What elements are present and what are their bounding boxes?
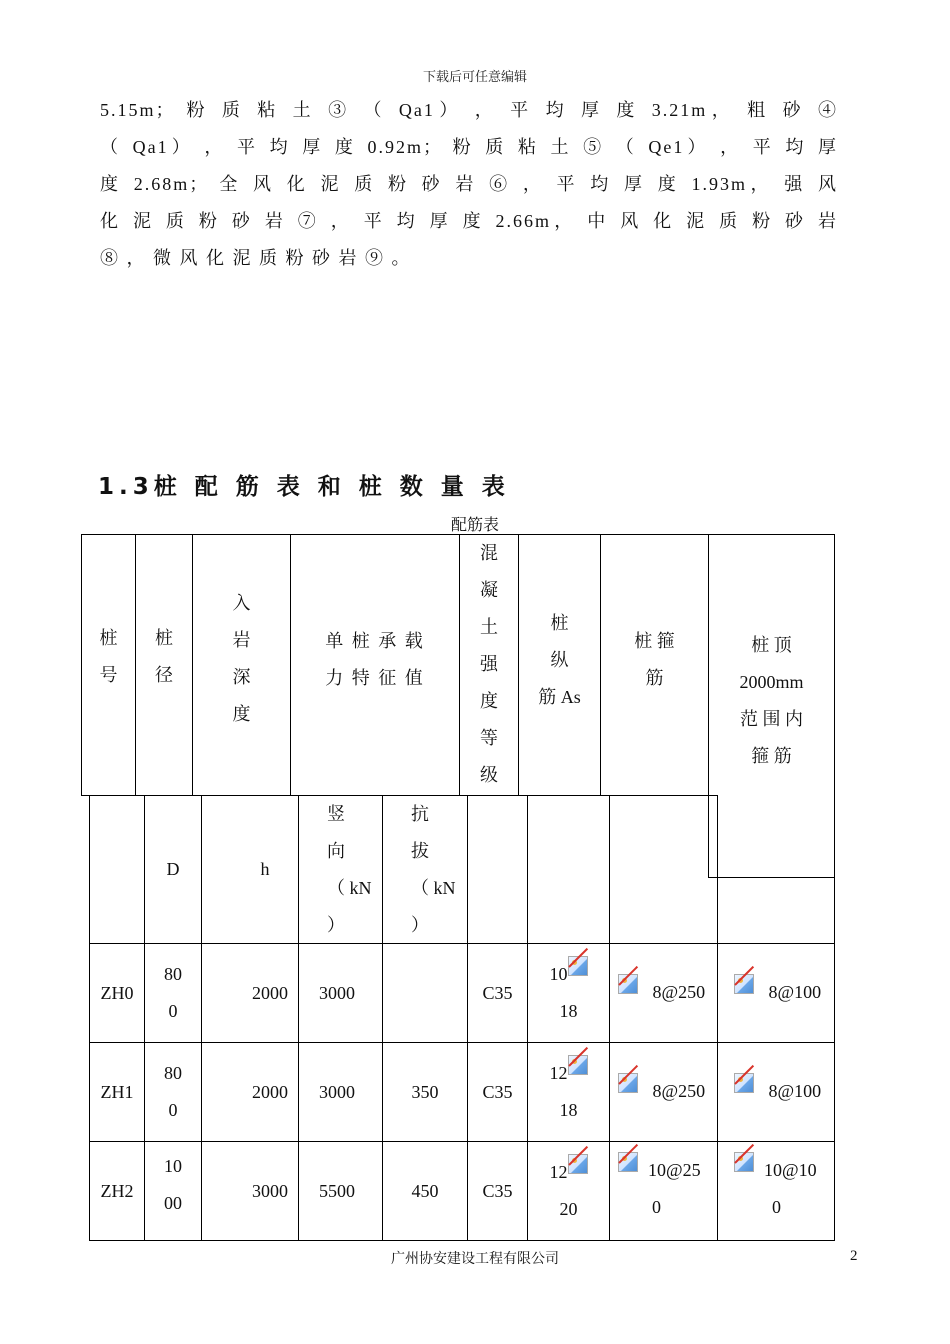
- rebar-symbol-icon: [568, 1154, 588, 1174]
- cell-vertical: [298, 1141, 383, 1241]
- cell-text: 10: [549, 964, 568, 984]
- header-text: 强: [480, 654, 498, 674]
- page-number: 2: [850, 1248, 858, 1264]
- rebar-symbol-icon: [734, 974, 754, 994]
- header-concrete-grade: [459, 534, 519, 796]
- cell-text-with-icon: [528, 1055, 609, 1092]
- rebar-symbol-icon: [618, 974, 638, 994]
- subheader-text: 向: [327, 841, 345, 861]
- header-pile-diameter: [135, 534, 193, 796]
- cell-text: C35: [482, 982, 513, 1003]
- cell-diameter: [144, 1141, 202, 1241]
- cell-vertical: [298, 1042, 383, 1142]
- cell-text: 8@100: [768, 1081, 822, 1101]
- header-text: 筋 As: [538, 687, 581, 707]
- subheader-text: （ kN: [411, 878, 456, 898]
- cell-text: 8@250: [652, 982, 706, 1002]
- cell-text-with-icon: [528, 1154, 609, 1191]
- cell-text: 0: [772, 1197, 781, 1217]
- cell-text: 00: [164, 1193, 182, 1213]
- cell-text-with-icon: [734, 1152, 834, 1189]
- cell-text: 8@250: [652, 1081, 706, 1101]
- header-text: 度: [232, 704, 251, 724]
- cell-text: 8@100: [768, 982, 822, 1002]
- subheader-empty: [527, 795, 610, 944]
- cell-long-rebar: [527, 1141, 610, 1241]
- rebar-symbol-icon: [734, 1152, 754, 1172]
- cell-text: ZH2: [100, 1180, 134, 1201]
- cell-concrete: [467, 1141, 528, 1241]
- cell-text: C35: [482, 1180, 513, 1201]
- subheader-vertical: [298, 795, 383, 944]
- header-capacity: [290, 534, 460, 796]
- header-text: 级: [480, 765, 498, 785]
- header-long-rebar: [518, 534, 601, 796]
- cell-stirrup: [609, 1042, 718, 1142]
- cell-text: 2000: [252, 982, 288, 1003]
- cell-text: 450: [411, 1180, 439, 1201]
- cell-text: 18: [559, 1001, 578, 1021]
- cell-concrete: [467, 943, 528, 1043]
- header-pile-no: [81, 534, 136, 796]
- subheader-text: h: [260, 859, 270, 879]
- header-text: 力 特 征 值: [325, 668, 425, 688]
- paragraph-line: 5.15m； 粉 质 粘 土 ③ （ Qa1） ， 平 均 厚 度 3.21m， 粗 砂 ④: [100, 100, 838, 120]
- cell-stirrup: [609, 1141, 718, 1241]
- cell-text-with-icon: [528, 956, 609, 993]
- header-top-stirrup: [708, 534, 835, 878]
- header-text: 土: [480, 617, 498, 637]
- subheader-uplift: [382, 795, 468, 944]
- cell-text: 18: [559, 1100, 578, 1120]
- cell-text: ZH1: [100, 1081, 134, 1102]
- cell-uplift: [382, 1141, 468, 1241]
- cell-depth: [201, 1042, 299, 1142]
- paragraph-line: 化 泥 质 粉 砂 岩 ⑦ ， 平 均 厚 度 2.66m， 中 风 化 泥 质 粉 砂 岩: [100, 211, 838, 231]
- cell-pile-id: [89, 1042, 145, 1142]
- header-text: 入: [232, 593, 251, 613]
- rebar-symbol-icon: [618, 1152, 638, 1172]
- cell-depth: [201, 943, 299, 1043]
- paragraph-line: ⑧ ， 微 风 化 泥 质 粉 砂 岩 ⑨ 。: [100, 248, 412, 268]
- header-text: 岩: [232, 630, 251, 650]
- subheader-text: ）: [411, 915, 429, 935]
- header-text: 径: [155, 665, 173, 685]
- header-text: 凝: [480, 580, 498, 600]
- cell-pile-id: [89, 943, 145, 1043]
- paragraph-line: 度 2.68m； 全 风 化 泥 质 粉 砂 岩 ⑥ ， 平 均 厚 度 1.93m， 强 风: [100, 174, 838, 194]
- cell-uplift: [382, 1042, 468, 1142]
- page-footer: 广州协安建设工程有限公司: [391, 1252, 559, 1267]
- cell-text: 10@25: [648, 1160, 701, 1180]
- subheader-empty: [609, 795, 718, 944]
- cell-text: C35: [482, 1081, 513, 1102]
- subheader-depth: [201, 795, 299, 944]
- cell-text: 5500: [319, 1180, 355, 1201]
- paragraph-line: （ Qa1） ， 平 均 厚 度 0.92m； 粉 质 粘 土 ⑤ （ Qe1） ， 平 均 厚: [100, 137, 838, 157]
- cell-text: 2000: [252, 1081, 288, 1102]
- header-text: 等: [480, 728, 498, 748]
- header-text: 桩 箍: [634, 631, 675, 651]
- cell-text: 10@10: [764, 1160, 817, 1180]
- cell-long-rebar: [527, 943, 610, 1043]
- subheader-empty: [89, 795, 145, 944]
- cell-concrete: [467, 1042, 528, 1142]
- header-text: 桩: [99, 628, 118, 648]
- subheader-empty: [467, 795, 528, 944]
- header-text: 筋: [645, 668, 664, 688]
- header-text: 桩: [550, 613, 569, 633]
- cell-stirrup: [609, 943, 718, 1043]
- cell-text: 12: [549, 1063, 568, 1083]
- header-text: 混: [480, 543, 498, 563]
- header-stirrup: [600, 534, 709, 796]
- header-text: 纵: [550, 650, 569, 670]
- subheader-text: ）: [327, 915, 345, 935]
- cell-top-stirrup: [717, 1042, 835, 1142]
- cell-text-with-icon: [618, 1152, 717, 1189]
- rebar-symbol-icon: [734, 1073, 754, 1093]
- rebar-symbol-icon: [568, 956, 588, 976]
- cell-diameter: [144, 943, 202, 1043]
- cell-text: 80: [164, 964, 182, 984]
- header-text: 2000mm: [739, 672, 804, 692]
- cell-top-stirrup: [717, 1141, 835, 1241]
- rebar-symbol-icon: [618, 1073, 638, 1093]
- header-text: 桩: [155, 628, 173, 648]
- header-text: 号: [99, 665, 118, 685]
- rebar-symbol-icon: [568, 1055, 588, 1075]
- cell-text: 12: [549, 1162, 568, 1182]
- cell-text: 20: [559, 1199, 578, 1219]
- subheader-text: （ kN: [327, 878, 372, 898]
- subheader-text: 拔: [411, 841, 429, 861]
- cell-text: 3000: [319, 982, 355, 1003]
- cell-uplift: [382, 943, 468, 1043]
- section-title: 1.3桩 配 筋 表 和 桩 数 量 表: [98, 474, 510, 500]
- cell-depth: [201, 1141, 299, 1241]
- cell-pile-id: [89, 1141, 145, 1241]
- header-text: 范 围 内: [740, 709, 803, 729]
- header-rock-depth: [192, 534, 291, 796]
- cell-vertical: [298, 943, 383, 1043]
- cell-text: 0: [652, 1197, 661, 1217]
- cell-diameter: [144, 1042, 202, 1142]
- subheader-text: 竖: [327, 804, 345, 824]
- cell-text: 3000: [252, 1180, 288, 1201]
- header-text: 度: [480, 691, 498, 711]
- cell-top-stirrup: [717, 943, 835, 1043]
- header-text: 深: [232, 667, 251, 687]
- subheader-text: 抗: [411, 804, 429, 824]
- cell-text: 3000: [319, 1081, 355, 1102]
- cell-long-rebar: [527, 1042, 610, 1142]
- subheader-text: D: [166, 859, 180, 879]
- subheader-diameter: [144, 795, 202, 944]
- cell-text: ZH0: [100, 982, 134, 1003]
- header-text: 箍 筋: [751, 746, 792, 766]
- cell-text: 10: [164, 1156, 182, 1176]
- cell-text: 80: [164, 1063, 182, 1083]
- cell-text: 0: [168, 1100, 178, 1120]
- cell-text: 0: [168, 1001, 178, 1021]
- table-caption: 配筋表: [450, 517, 499, 534]
- header-text: 单 桩 承 载: [325, 631, 425, 651]
- cell-text: 350: [411, 1081, 439, 1102]
- header-text: 桩 顶: [751, 635, 792, 655]
- page-header: 下载后可任意编辑: [422, 69, 527, 84]
- subheader-empty: [717, 877, 835, 944]
